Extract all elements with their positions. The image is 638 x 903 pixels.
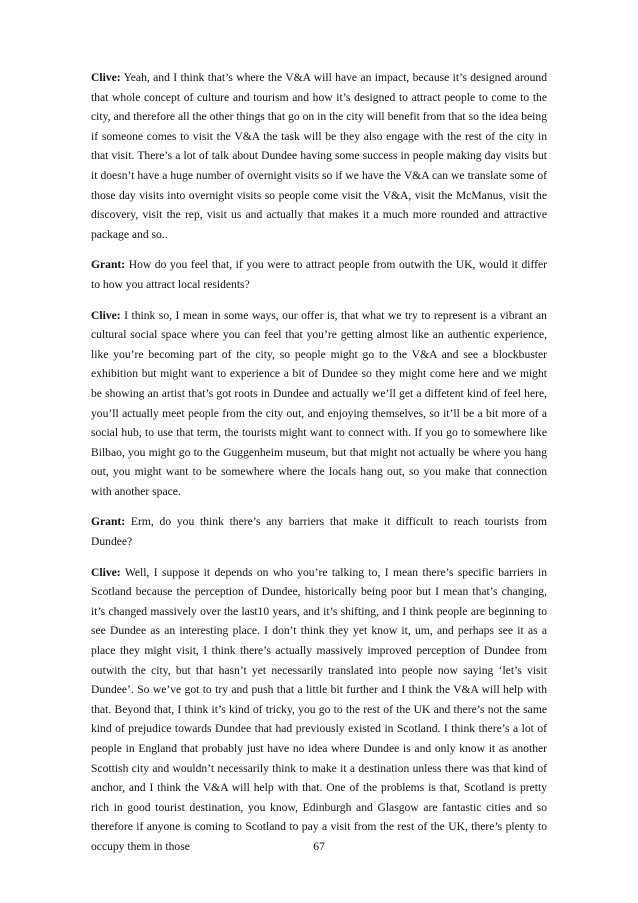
speaker-label: Clive: bbox=[91, 565, 121, 579]
speaker-label: Grant: bbox=[91, 515, 126, 529]
paragraph-3 bbox=[91, 306, 547, 502]
paragraph-1 bbox=[91, 68, 547, 244]
paragraph-2 bbox=[91, 255, 547, 294]
paragraph-text: I think so, I mean in some ways, our offer is, that what we try to represent is a vibrant an cultural social space where you can feel that you’re getting almost like an authentic experience, like you’re becoming part of the city, so people might go to the V&A and see a blockbuster exhibition but might want to experience a bit of Dundee so they might come here and we might be showing an artist that’s got roots in Dundee and actually we’ll get a diffetent kind of feel here, you’ll actually meet people from the city out, and enjoying themselves, so it’ll be a bit more of a social hub, to use that term, the tourists might want to connect with. If you go to somewhere like Bilbao, you might go to the Guggenheim museum, but that might not actually be where you hang out, you might want to be somewhere where the locals hang out, so you make that connection with another space. bbox=[91, 308, 547, 498]
paragraph-text: Erm, do you think there’s any barriers that make it difficult to reach tourists from Dundee? bbox=[91, 515, 547, 549]
paragraph-5 bbox=[91, 563, 547, 857]
speaker-label: Clive: bbox=[91, 308, 121, 322]
speaker-label: Clive: bbox=[91, 71, 121, 84]
speaker-label: Grant: bbox=[91, 258, 126, 272]
paragraph-text: How do you feel that, if you were to attract people from outwith the UK, would it differ to how you attract local residents? bbox=[91, 258, 547, 291]
paragraph-text: Well, I suppose it depends on who you’re talking to, I mean there’s specific barriers in Scotland because the perception of Dundee, historically being poor but I mean that’s changing, it’s changed massively over the last10 years, and it’s shifting, and I think people are beginning to see Dundee as an interesting place. I don’t think they yet know it, um, and perhaps see it as a place they might visit, I think there’s actually massively improved perception of Dundee from outwith the city, but that hasn’t yet necessarily translated into people now saying ‘let’s visit Dundee’. So we’ve got to try and push that a little bit further and I think the V&A will help with that. Beyond that, I think it’s kind of tricky, you go to the rest of the UK and there’s not the same kind of prejudice towards Dundee that had previously existed in Scotland. I think there’s a lot of people in England that probably just have no idea where Dundee is and only know it as another Scottish city and wouldn’t necessarily think to make it a destination unless there was that kind of anchor, and I think the V&A will help with that. One of the problems is that, Scotland is pretty rich in good tourist destination, you know, Edinburgh and Glasgow are fantastic cities and so therefore if anyone is coming to Scotland to pay a visit from the rest of the UK, there’s plenty to occupy them in those bbox=[91, 565, 547, 853]
paragraph-4 bbox=[91, 512, 547, 551]
paragraph-text: Yeah, and I think that’s where the V&A will have an impact, because it’s designed around that whole concept of culture and tourism and how it’s designed to attract people to come to the city, and therefore all the other things that go on in the city will benefit from that so the idea being if someone comes to visit the V&A the task will be they also engage with the rest of the city in that visit. There’s a lot of talk about Dundee having some success in people making day visits but it doesn’t have a huge number of overnight visits so if we have the V&A can we translate some of those day visits into overnight visits so people come visit the V&A, visit the McManus, visit the discovery, visit the rep, visit us and actually that makes it a much more rounded and attractive package and so.. bbox=[91, 71, 547, 241]
page-number: 67 bbox=[313, 840, 325, 853]
transcript-body bbox=[91, 68, 547, 868]
